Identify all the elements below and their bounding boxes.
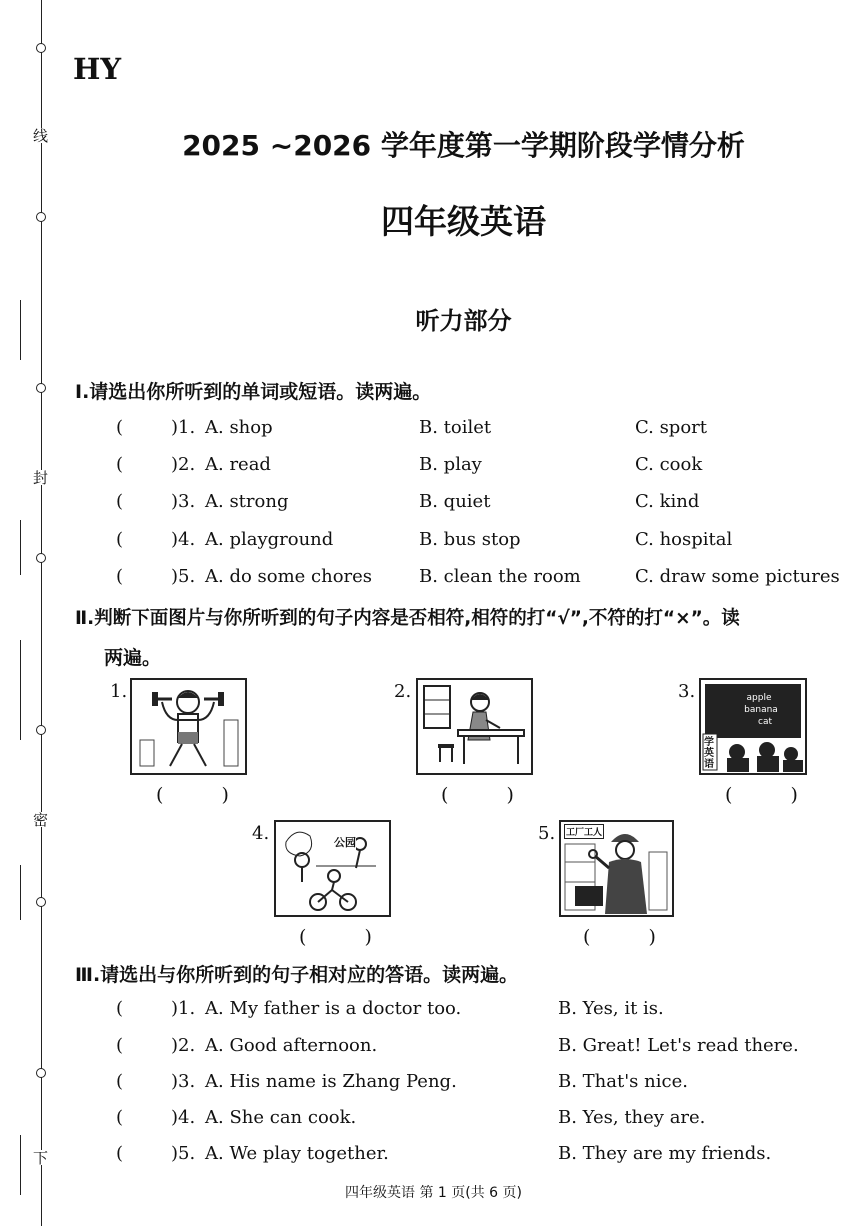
blackboard-word: cat [758, 717, 772, 727]
option-a: A. shop [205, 417, 273, 438]
picture-number: 1. [110, 681, 128, 702]
option-a: A. Good afternoon. [205, 1035, 378, 1056]
margin-circle [36, 43, 46, 53]
question-number: )4. [171, 529, 196, 550]
class-sign: 学英语 [704, 737, 714, 770]
cleaning-table-illustration [418, 680, 531, 773]
question-row [0, 1107, 867, 1135]
option-b: B. toilet [419, 417, 492, 438]
question-number: )5. [171, 566, 196, 587]
answer-paren[interactable]: ( [116, 998, 124, 1019]
section2-heading: Ⅱ.判断下面图片与你所听到的句子内容是否相符,相符的打“√”,不符的打“×”。读 [75, 608, 740, 629]
exam-title: 2025 ~2026 学年度第一学期阶段学情分析 [182, 129, 745, 162]
question-row [0, 1071, 867, 1099]
option-c: C. draw some pictures [635, 566, 840, 587]
question-row [0, 454, 867, 482]
margin-char-seal: 封 [31, 470, 49, 485]
option-b: B. They are my friends. [558, 1143, 772, 1164]
margin-char-line: 线 [31, 128, 49, 143]
part-title: 听力部分 [415, 307, 512, 335]
option-c: C. hospital [635, 529, 733, 550]
section1-heading: Ⅰ.请选出你所听到的单词或短语。读两遍。 [75, 381, 432, 403]
answer-blank[interactable]: ( ) [725, 784, 824, 806]
option-a: A. do some chores [205, 566, 373, 587]
answer-paren[interactable]: ( [116, 1143, 124, 1164]
answer-blank[interactable]: ( ) [299, 926, 398, 948]
option-c: C. sport [635, 417, 708, 438]
question-number: )4. [171, 1107, 196, 1128]
park-sign: 公园 [334, 836, 356, 849]
paper-tag: HY [73, 52, 122, 86]
question-row [0, 529, 867, 557]
section2-heading-cont: 两遍。 [104, 647, 162, 669]
option-c: C. kind [635, 491, 700, 512]
picture-number: 4. [252, 823, 270, 844]
margin-circle [36, 725, 46, 735]
answer-paren[interactable]: ( [116, 491, 124, 512]
margin-mark [20, 865, 21, 920]
option-b: B. Yes, they are. [558, 1107, 706, 1128]
question-row [0, 1143, 867, 1171]
question-number: )3. [171, 491, 196, 512]
answer-paren[interactable]: ( [116, 1071, 124, 1092]
blackboard-word: apple [746, 693, 772, 703]
margin-char-secret: 密 [31, 812, 49, 827]
answer-paren[interactable]: ( [116, 1107, 124, 1128]
margin-circle [36, 897, 46, 907]
question-number: )2. [171, 1035, 196, 1056]
question-row [0, 566, 867, 594]
question-number: )3. [171, 1071, 196, 1092]
option-a: A. playground [205, 529, 334, 550]
answer-paren[interactable]: ( [116, 566, 124, 587]
picture-strong-boy [130, 678, 247, 775]
factory-sign: 工厂工人 [564, 824, 604, 839]
answer-blank[interactable]: ( ) [441, 784, 540, 806]
answer-blank[interactable]: ( ) [583, 926, 682, 948]
english-class-illustration [701, 680, 805, 773]
option-b: B. quiet [419, 491, 491, 512]
picture-number: 2. [394, 681, 412, 702]
question-row [0, 998, 867, 1026]
picture-english-class [699, 678, 807, 775]
answer-paren[interactable]: ( [116, 417, 124, 438]
answer-paren[interactable]: ( [116, 1035, 124, 1056]
option-a: A. strong [205, 491, 289, 512]
option-b: B. bus stop [419, 529, 521, 550]
picture-factory-worker [559, 820, 674, 917]
option-b: B. That's nice. [558, 1071, 688, 1092]
page-footer: 四年级英语 第 1 页(共 6 页) [345, 1185, 522, 1201]
question-row [0, 1035, 867, 1063]
answer-paren[interactable]: ( [116, 454, 124, 475]
strong-boy-illustration [132, 680, 245, 773]
park-illustration [276, 822, 389, 915]
answer-blank[interactable]: ( ) [156, 784, 255, 806]
margin-mark [20, 640, 21, 740]
margin-circle [36, 383, 46, 393]
question-number: )1. [171, 417, 196, 438]
answer-paren[interactable]: ( [116, 529, 124, 550]
margin-mark [20, 300, 21, 360]
option-a: A. His name is Zhang Peng. [205, 1071, 457, 1092]
blackboard-word: banana [744, 705, 778, 715]
option-b: B. clean the room [419, 566, 581, 587]
section3-heading: Ⅲ.请选出与你所听到的句子相对应的答语。读两遍。 [75, 964, 519, 986]
picture-cleaning-table [416, 678, 533, 775]
question-row [0, 491, 867, 519]
picture-number: 3. [678, 681, 696, 702]
picture-park [274, 820, 391, 917]
picture-number: 5. [538, 823, 556, 844]
option-b: B. Great! Let's read there. [558, 1035, 799, 1056]
option-c: C. cook [635, 454, 703, 475]
question-number: )2. [171, 454, 196, 475]
option-a: A. We play together. [205, 1143, 389, 1164]
question-number: )1. [171, 998, 196, 1019]
option-a: A. She can cook. [205, 1107, 357, 1128]
option-a: A. My father is a doctor too. [205, 998, 462, 1019]
question-row [0, 417, 867, 445]
margin-char-down: 下 [31, 1150, 49, 1165]
option-b: B. play [419, 454, 482, 475]
option-b: B. Yes, it is. [558, 998, 664, 1019]
question-number: )5. [171, 1143, 196, 1164]
option-a: A. read [205, 454, 271, 475]
subject-title: 四年级英语 [381, 202, 546, 241]
